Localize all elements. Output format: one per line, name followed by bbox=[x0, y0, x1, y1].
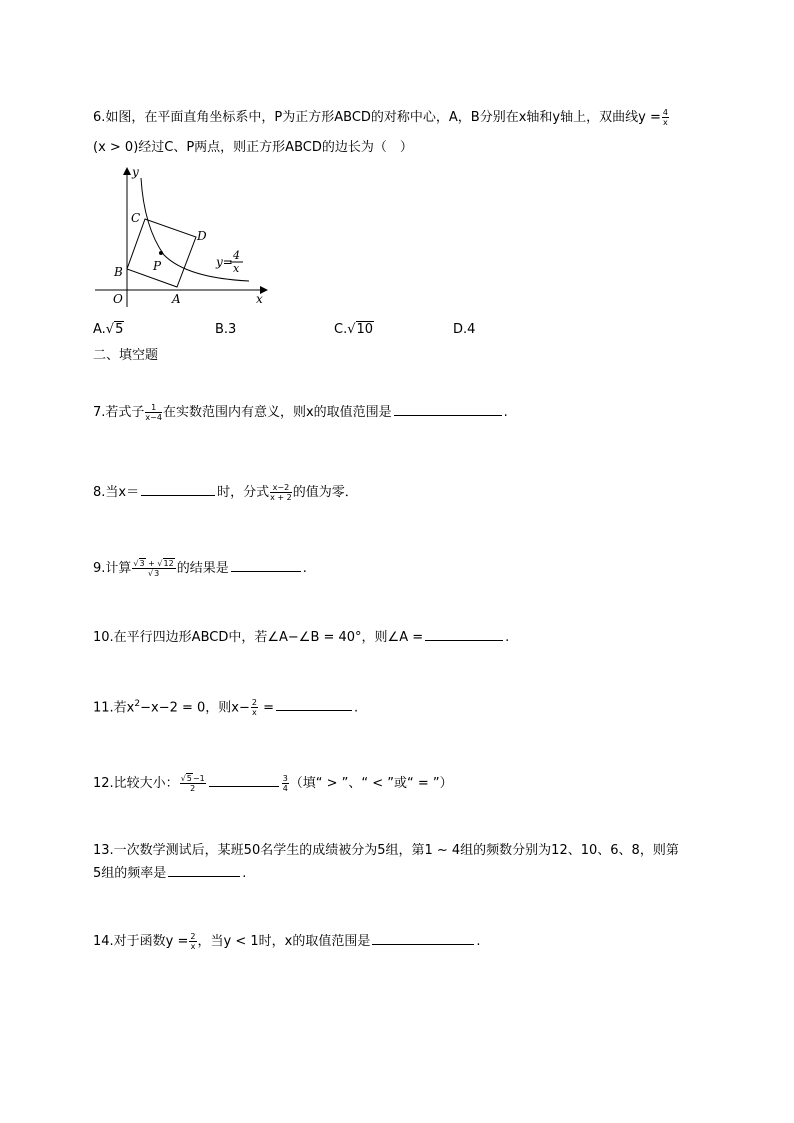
label-b: B bbox=[114, 265, 123, 279]
q12-answer-blank[interactable] bbox=[209, 772, 279, 787]
option-a[interactable]: A.√5 bbox=[93, 322, 124, 337]
q10-answer-blank[interactable] bbox=[425, 626, 503, 641]
label-x: x bbox=[256, 292, 263, 306]
q8: 8.当x＝ 时，分式 $\frac{x-2}{x + 2}$ 的值为零． bbox=[93, 483, 358, 502]
label-c: C bbox=[131, 211, 141, 225]
q7: 7.若式子 $\frac{1}{x-4}$ 在实数范围内有意义，则x的取值范围是 . bbox=[93, 403, 508, 422]
label-o: O bbox=[113, 292, 123, 306]
q13-line2: 5组的频率是 . bbox=[93, 862, 246, 884]
option-b[interactable]: B.3 bbox=[215, 322, 237, 337]
q13-answer-blank[interactable] bbox=[168, 862, 240, 877]
q9-answer-blank[interactable] bbox=[231, 557, 301, 572]
label-d: D bbox=[197, 229, 207, 243]
label-a: A bbox=[172, 292, 181, 306]
q6-line1: 6.如图，在平面直角坐标系中，P为正方形ABCD的对称中心，A，B分别在x轴和y轴上，双曲线y = $\frac{4}{x}$ bbox=[93, 108, 668, 127]
q12: 12.比较大小： $\frac{√5-1}{2}$ $\frac{3}{4}$ （填“ > ”、“ < ”或“ = ”） bbox=[93, 774, 453, 793]
q6-fraction: $\frac{4}{x}$ bbox=[662, 108, 668, 127]
label-p: P bbox=[153, 259, 162, 273]
q14: 14.对于函数y = $\frac{2}{x}$ ，当y < 1时，x的取值范围是 . bbox=[93, 932, 481, 951]
q10: 10.在平行四边形ABCD中，若∠A−∠B = 40°，则∠A = . bbox=[93, 626, 509, 648]
q9: 9.计算 $\frac{√3 + √12}{√3}$ 的结果是 . bbox=[93, 559, 307, 578]
q8-answer-blank[interactable] bbox=[141, 481, 215, 496]
q6-line2: (x > 0)经过C、P两点，则正方形ABCD的边长为（ ） bbox=[93, 140, 413, 155]
option-d[interactable]: D.4 bbox=[453, 322, 476, 337]
q6-figure bbox=[92, 162, 277, 310]
q13-line1: 13.一次数学测试后，某班50名学生的成绩被分为5组，第1 ~ 4组的频数分别为12、10、6、8，则第 bbox=[93, 843, 679, 858]
label-y: y bbox=[132, 165, 139, 179]
curve-eq-num: 4 bbox=[233, 249, 240, 262]
q7-answer-blank[interactable] bbox=[394, 401, 502, 416]
option-c[interactable]: C.√10 bbox=[334, 322, 374, 337]
q11: 11.若$x^2-x-2 = 0$，则x− $\frac{2}{x}$ = . bbox=[93, 698, 359, 718]
q14-answer-blank[interactable] bbox=[372, 930, 474, 945]
curve-eq-den: x bbox=[233, 262, 240, 275]
point-p-dot bbox=[159, 251, 163, 255]
q11-answer-blank[interactable] bbox=[276, 696, 352, 711]
section-title: 二、填空题 bbox=[93, 348, 159, 363]
curve-eq-lhs: y= bbox=[216, 255, 233, 269]
